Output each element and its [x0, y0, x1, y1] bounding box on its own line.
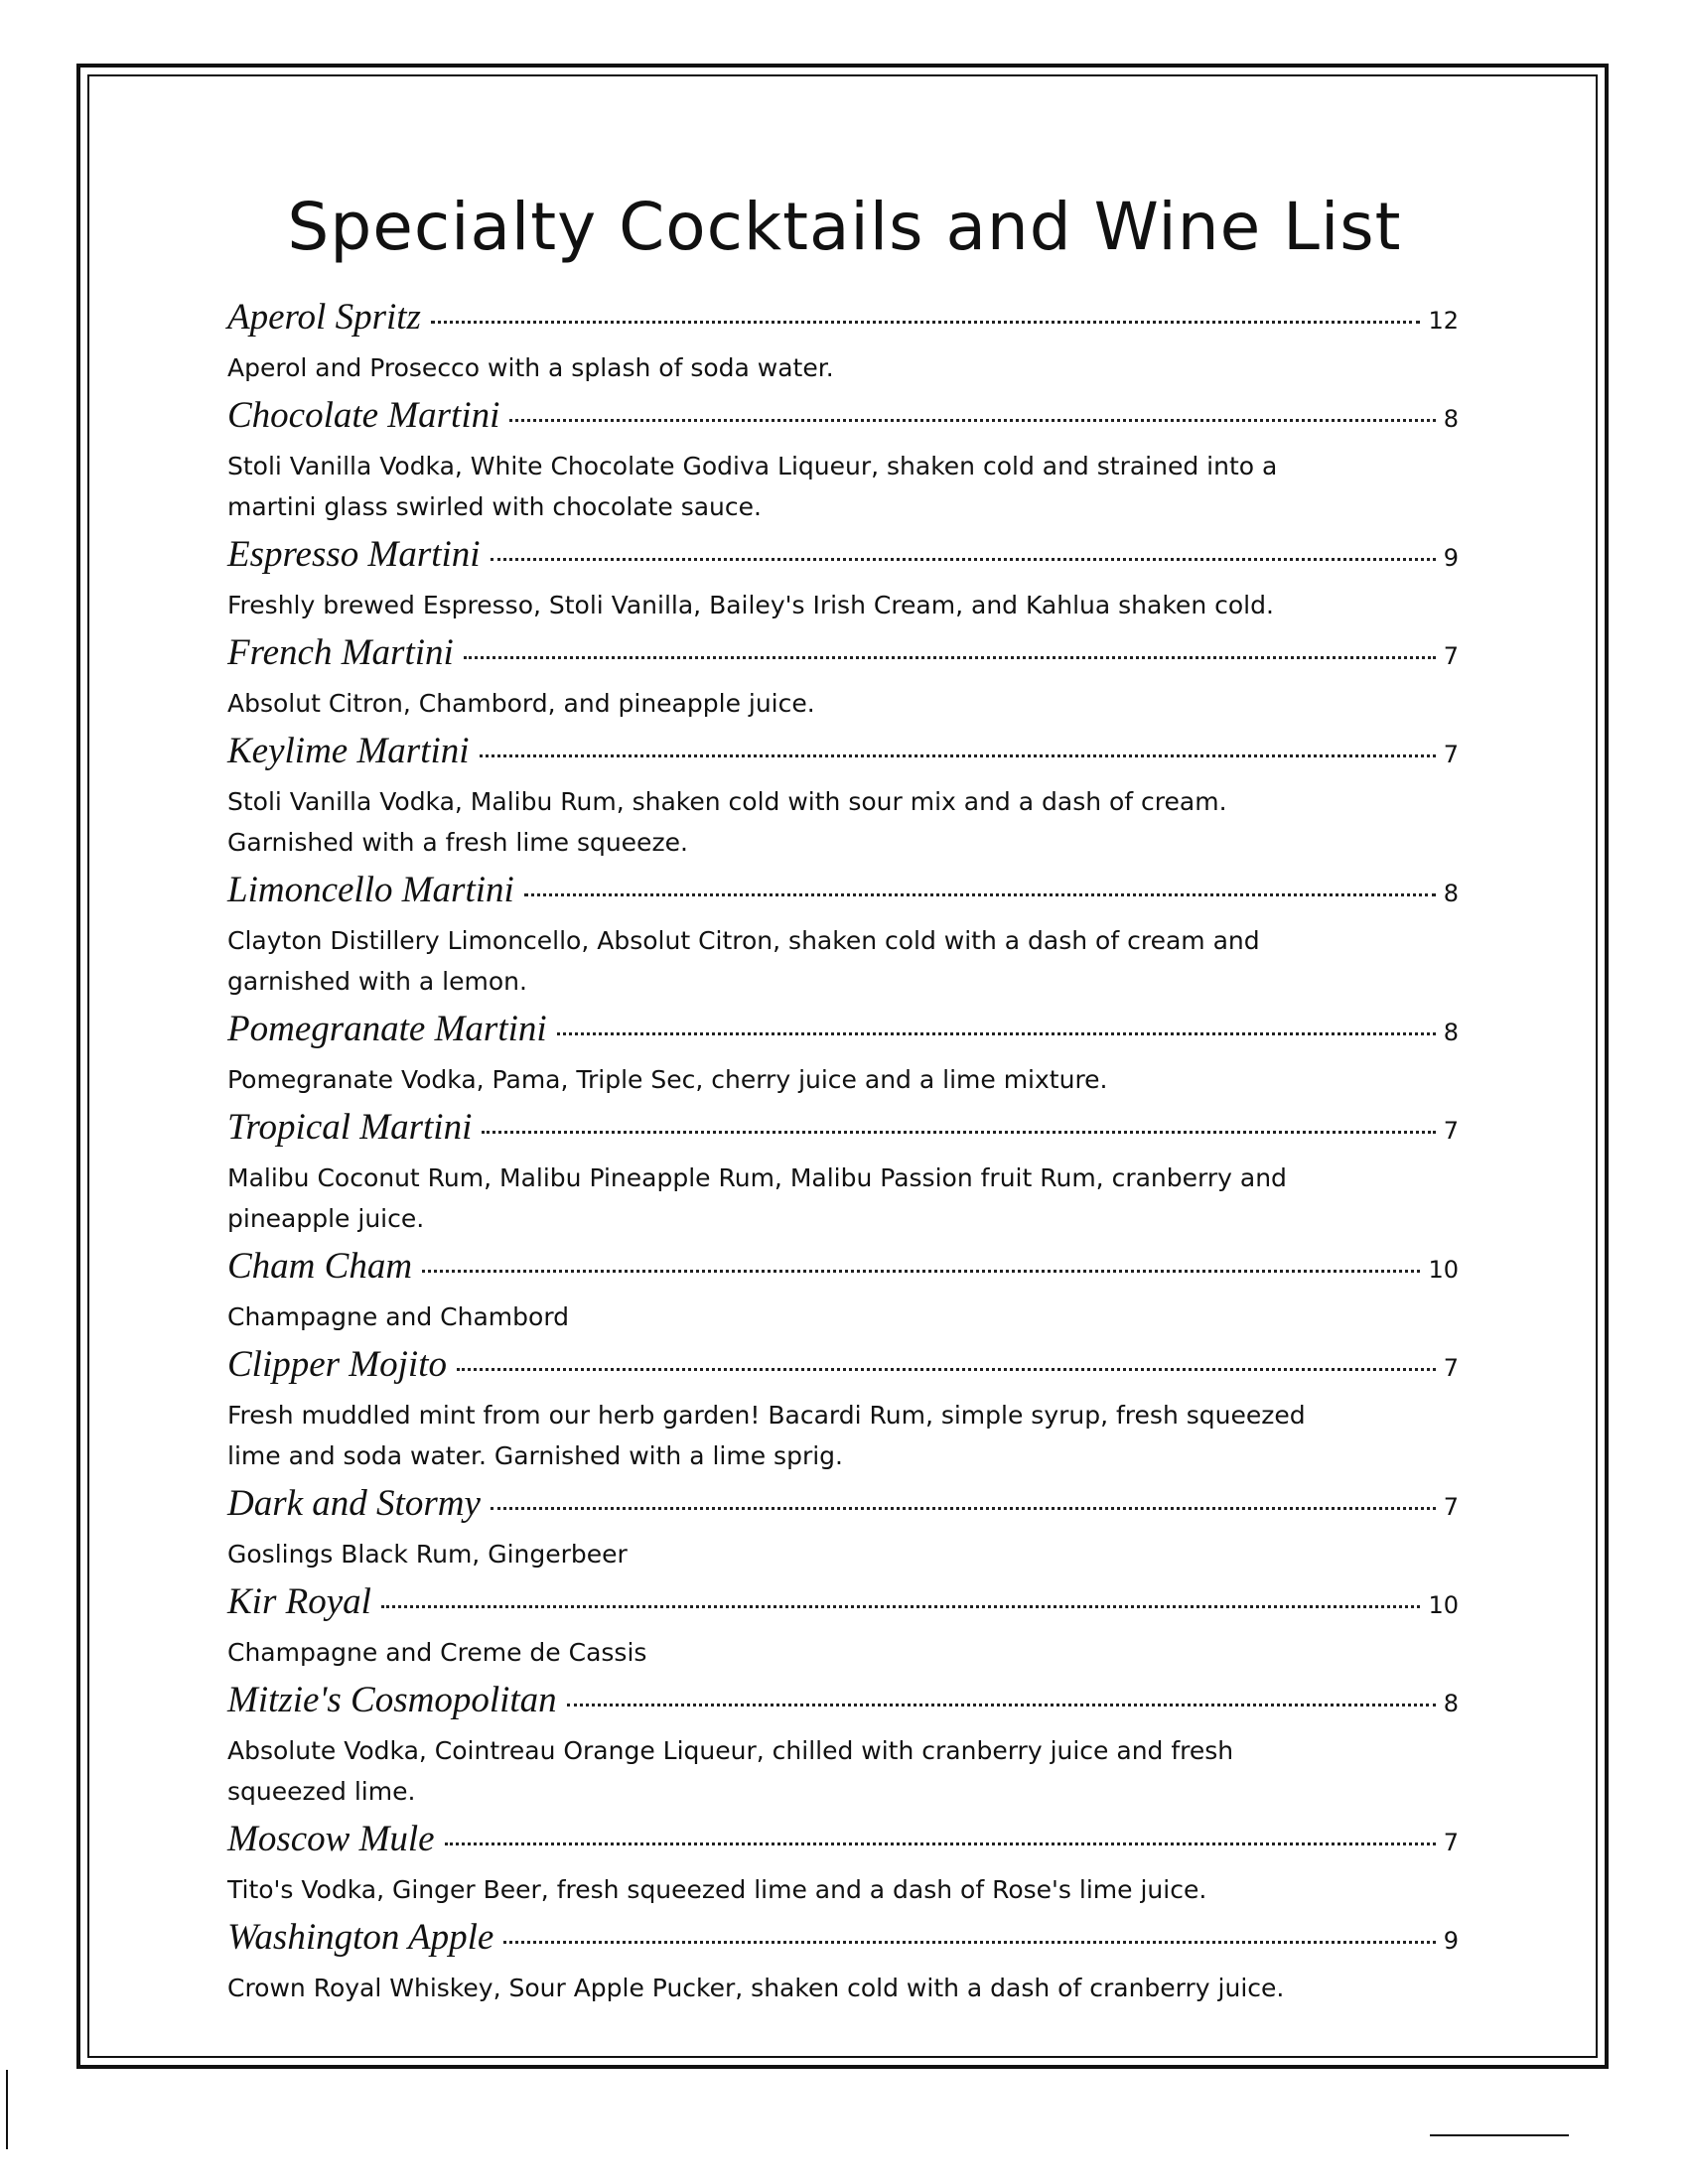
menu-item-name: Keylime Martini [227, 731, 470, 771]
dot-leader [445, 1843, 1436, 1845]
menu-item-price: 8 [1443, 1019, 1459, 1046]
menu-item [227, 394, 1459, 527]
dot-leader [464, 656, 1436, 659]
menu-item-name: Kir Royal [227, 1581, 371, 1622]
menu-item-header [227, 1008, 1459, 1059]
menu-item-price: 10 [1428, 1591, 1459, 1619]
dot-leader [480, 754, 1436, 757]
menu-item-description: Pomegranate Vodka, Pama, Triple Sec, cherry juice and a lime mixture. [227, 1065, 1108, 1094]
menu-item-description: Clayton Distillery Limoncello, Absolut Citron, shaken cold with a dash of cream and garnished with a lemon. [227, 926, 1260, 996]
menu-item-price: 10 [1428, 1256, 1459, 1284]
menu-item-description: Malibu Coconut Rum, Malibu Pineapple Rum, Malibu Passion fruit Rum, cranberry and pineapple juice. [227, 1163, 1287, 1233]
menu-item [227, 1343, 1459, 1476]
dot-leader [491, 558, 1436, 561]
menu-item-price: 8 [1443, 880, 1459, 907]
dot-leader [422, 1270, 1420, 1273]
menu-item-header [227, 869, 1459, 920]
menu-item [227, 631, 1459, 724]
dot-leader [524, 893, 1436, 896]
menu-item-description: Absolut Citron, Chambord, and pineapple juice. [227, 689, 815, 718]
menu-item-header [227, 1245, 1459, 1297]
menu-item-header [227, 1106, 1459, 1158]
menu-item-header [227, 1580, 1459, 1632]
dot-leader [503, 1941, 1435, 1944]
menu-item [227, 1679, 1459, 1812]
menu-item-price: 7 [1443, 1354, 1459, 1382]
menu-item [227, 533, 1459, 625]
menu-item-description: Freshly brewed Espresso, Stoli Vanilla, Bailey's Irish Cream, and Kahlua shaken cold. [227, 591, 1274, 619]
menu-item-price: 12 [1428, 307, 1459, 335]
menu-item-name: Limoncello Martini [227, 870, 514, 910]
scan-mark [1430, 2134, 1569, 2136]
menu-item-name: Moscow Mule [227, 1819, 435, 1859]
scan-mark [6, 2070, 8, 2149]
menu-item-header [227, 631, 1459, 683]
menu-item-description: Stoli Vanilla Vodka, Malibu Rum, shaken cold with sour mix and a dash of cream. Garnished with a fresh lime squeeze. [227, 787, 1227, 857]
menu-item-description: Tito's Vodka, Ginger Beer, fresh squeezed lime and a dash of Rose's lime juice. [227, 1875, 1207, 1904]
menu-item-price: 7 [1443, 1493, 1459, 1521]
menu-item-price: 7 [1443, 1829, 1459, 1856]
menu-item-price: 8 [1443, 1690, 1459, 1717]
menu-item-name: French Martini [227, 632, 454, 673]
menu-item-description: Champagne and Chambord [227, 1302, 570, 1331]
menu-item [227, 1580, 1459, 1673]
menu-item [227, 730, 1459, 863]
menu-item [227, 1916, 1459, 2008]
menu-item-name: Aperol Spritz [227, 297, 421, 338]
dot-leader [457, 1368, 1436, 1371]
menu-item-name: Dark and Stormy [227, 1483, 481, 1524]
cocktail-list [227, 296, 1459, 2014]
menu-item-name: Tropical Martini [227, 1107, 473, 1148]
menu-item-price: 8 [1443, 405, 1459, 433]
menu-item-header [227, 1679, 1459, 1730]
menu-item [227, 1818, 1459, 1910]
dot-leader [567, 1704, 1436, 1706]
menu-item-name: Clipper Mojito [227, 1344, 447, 1385]
dot-leader [491, 1507, 1436, 1510]
menu-item [227, 1245, 1459, 1337]
menu-item [227, 296, 1459, 388]
dot-leader [557, 1032, 1436, 1035]
page-title: Specialty Cocktails and Wine List [287, 189, 1402, 265]
menu-item-name: Mitzie's Cosmopolitan [227, 1680, 557, 1720]
menu-item-description: Champagne and Creme de Cassis [227, 1638, 647, 1667]
menu-item-header [227, 1343, 1459, 1395]
menu-item [227, 1106, 1459, 1239]
menu-item-header [227, 1916, 1459, 1968]
menu-item-name: Chocolate Martini [227, 395, 500, 436]
menu-item-price: 7 [1443, 741, 1459, 768]
menu-item-header [227, 296, 1459, 347]
menu-item-name: Cham Cham [227, 1246, 413, 1287]
menu-item-price: 9 [1443, 1927, 1459, 1955]
menu-item-header [227, 1482, 1459, 1534]
dot-leader [509, 419, 1435, 422]
menu-item-description: Aperol and Prosecco with a splash of soda water. [227, 353, 834, 382]
menu-item-header [227, 394, 1459, 446]
menu-item-description: Absolute Vodka, Cointreau Orange Liqueur, chilled with cranberry juice and fresh squeezed lime. [227, 1736, 1234, 1806]
menu-item-description: Stoli Vanilla Vodka, White Chocolate Godiva Liqueur, shaken cold and strained into a martini glass swirled with chocolate sauce. [227, 452, 1278, 521]
menu-item [227, 869, 1459, 1002]
menu-item-name: Washington Apple [227, 1917, 494, 1958]
menu-item-description: Crown Royal Whiskey, Sour Apple Pucker, shaken cold with a dash of cranberry juice. [227, 1974, 1285, 2002]
menu-item [227, 1008, 1459, 1100]
menu-item-name: Espresso Martini [227, 534, 481, 575]
dot-leader [431, 321, 1421, 324]
menu-item-header [227, 1818, 1459, 1869]
menu-item-price: 9 [1443, 544, 1459, 572]
menu-item [227, 1482, 1459, 1574]
dot-leader [482, 1131, 1435, 1134]
menu-item-price: 7 [1443, 1117, 1459, 1145]
menu-item-header [227, 730, 1459, 781]
menu-item-description: Fresh muddled mint from our herb garden! Bacardi Rum, simple syrup, fresh squeezed lime and soda water. Garnished with a lime sprig. [227, 1401, 1306, 1470]
menu-item-description: Goslings Black Rum, Gingerbeer [227, 1540, 628, 1569]
menu-item-name: Pomegranate Martini [227, 1009, 547, 1049]
menu-item-header [227, 533, 1459, 585]
menu-item-price: 7 [1443, 642, 1459, 670]
dot-leader [381, 1605, 1421, 1608]
